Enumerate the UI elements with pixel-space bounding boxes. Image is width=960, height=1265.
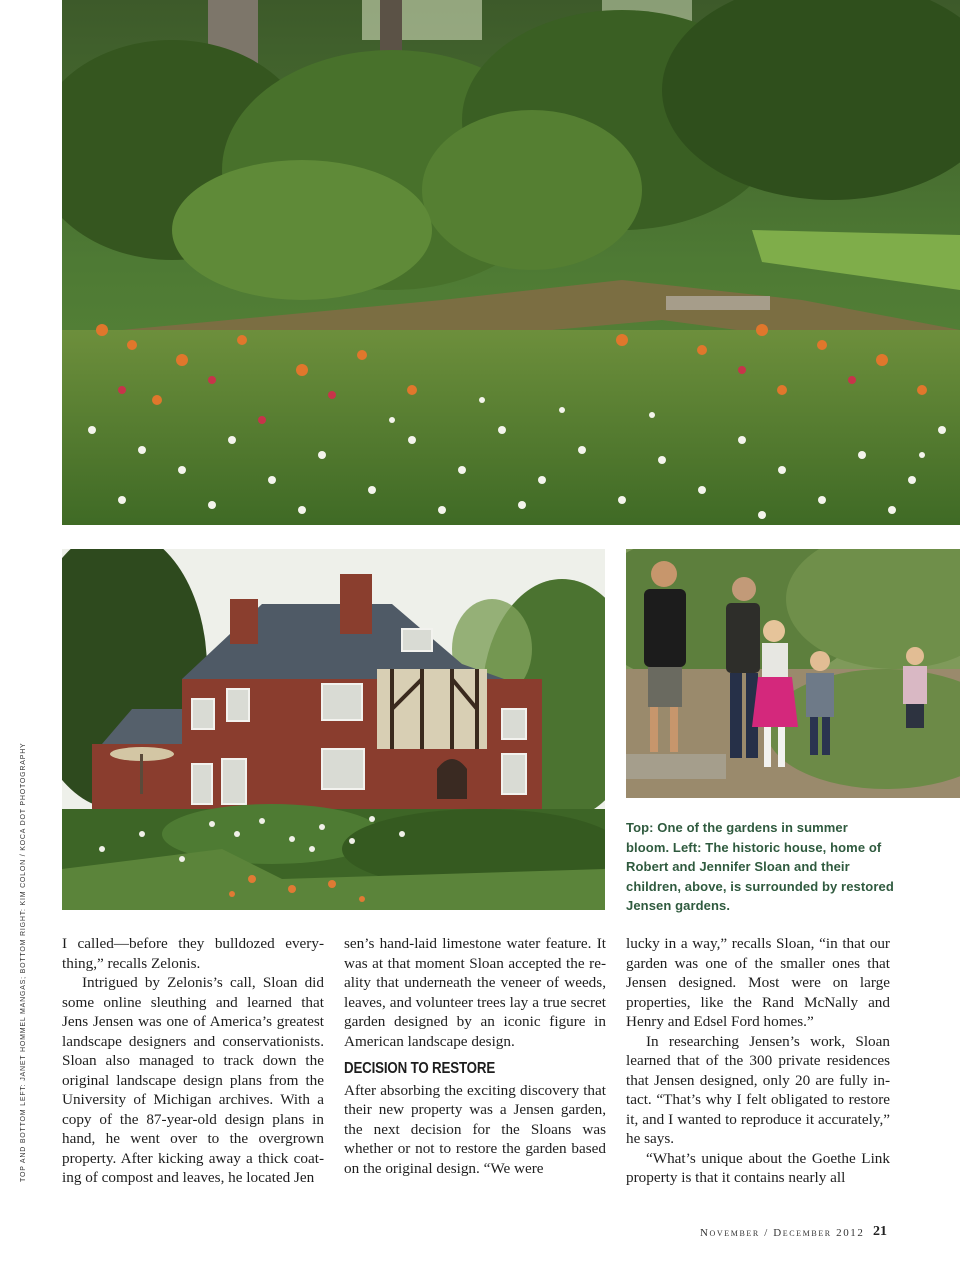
article-paragraph: I called—before they bulldozed everything,” recalls Zelonis. — [62, 935, 324, 972]
house-photo-illustration — [62, 549, 605, 910]
photo-credit: TOP AND BOTTOM LEFT: JANET HOMMEL MANGAS; BOTTOM RIGHT: KIM COLON / KOCA DOT PHOTOGRAPHY — [20, 742, 27, 1182]
article-column-1 — [62, 934, 324, 1188]
article-column-3 — [626, 934, 890, 1188]
section-heading: DECISION TO RESTORE — [344, 1060, 496, 1077]
article-paragraph: In researching Jensen’s work, Sloan learned that of the 300 private residences that Jensen designed, only 20 are fully intact. “That’s why I felt obligated to restore it, and I wanted to reproduce it accurately,” he says. — [626, 1032, 890, 1147]
article-paragraph: “What’s unique about the Goethe Link property is that it contains nearly all — [626, 1149, 890, 1186]
page-number: 21 — [873, 1224, 887, 1239]
family-photo-illustration — [626, 549, 960, 798]
historic-house-photo — [62, 549, 605, 910]
family-photo — [626, 549, 960, 798]
garden-photo — [62, 0, 960, 525]
article-paragraph: After absorbing the exciting discovery that their new property was a Jensen garden, the next decision for the Sloans was whether or not to restore the garden based on the original design. “We were — [344, 1081, 606, 1177]
issue-date: November / December 2012 — [700, 1227, 865, 1239]
article-paragraph: Intrigued by Zelonis’s call, Sloan did some online sleuthing and learned that Jens Jensen was one of America’s greatest landscape designers and conservationists. Sloan also managed to track down the original landscape design plans from the University of Michigan archives. With a copy of the 87-year-old design plans in hand, he went over to the overgrown property. After kicking away a thick coating of compost and leaves, he located Jen — [62, 974, 324, 1186]
article-paragraph: sen’s hand-laid limestone water feature. It was at that moment Sloan accepted the reality that underneath the veneer of weeds, leaves, and volunteer trees lay a true secret garden designed by an iconic figure in American landscape design. — [344, 935, 606, 1050]
article-paragraph: lucky in a way,” recalls Sloan, “in that our garden was one of the smaller ones that Jensen designed. Most were on large properties, like the Rand McNally and Henry and Edsel Ford homes.” — [626, 935, 890, 1030]
garden-photo-illustration — [62, 0, 960, 525]
article-column-2 — [344, 934, 606, 1178]
photo-caption: Top: One of the gardens in summer bloom. Left: The historic house, home of Robert and Jennifer Sloan and their children, above, is surrounded by restored Jensen gardens. — [626, 820, 894, 913]
